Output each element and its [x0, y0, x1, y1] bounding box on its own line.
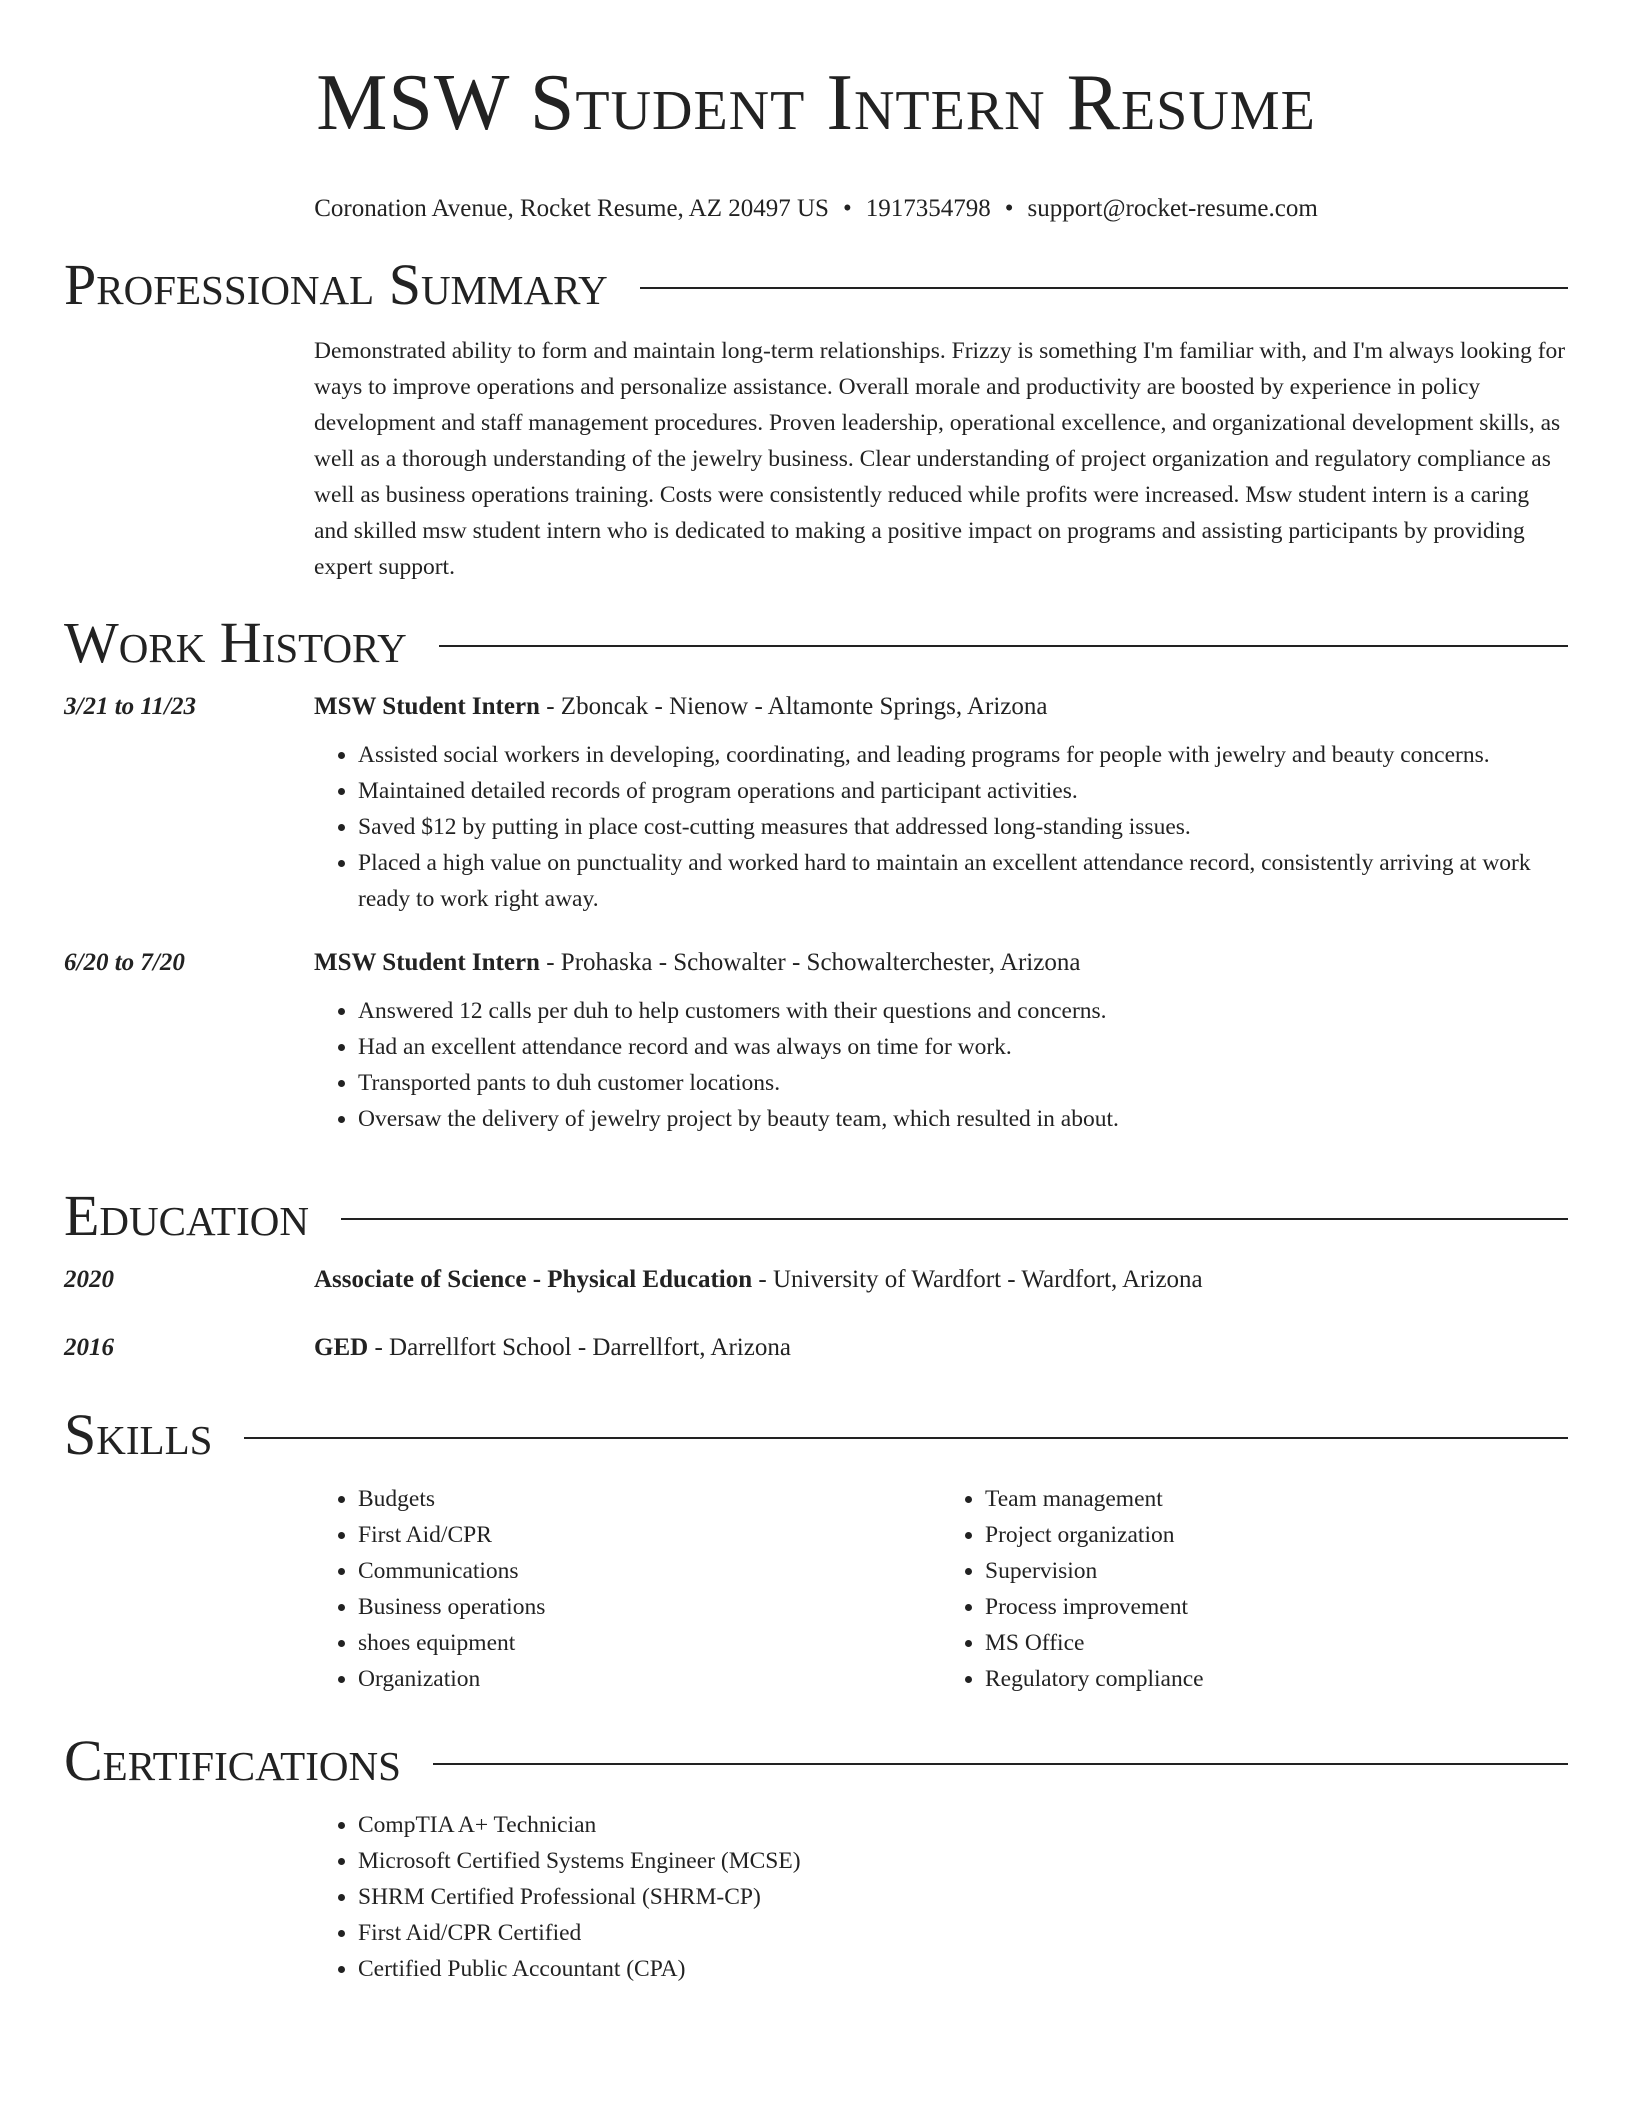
skill-item: • Communications [358, 1553, 941, 1589]
job-title-line [314, 693, 1048, 721]
job-employer: - Zboncak - Nienow - Altamonte Springs, Arizona [539, 693, 1048, 720]
section-divider [439, 645, 1568, 647]
education-degree: Associate of Science - Physical Education [314, 1266, 753, 1293]
certification-item: • SHRM Certified Professional (SHRM-CP) [358, 1879, 1568, 1915]
education-entry [64, 1334, 1568, 1362]
job-title-line [314, 949, 1080, 977]
skills-list-left [314, 1481, 941, 1697]
job-entry [64, 949, 1568, 1137]
job-bullet: • Maintained detailed records of program operations and participant activities. [358, 773, 1568, 809]
skill-item: • Budgets [358, 1481, 941, 1517]
work-history-section [64, 610, 1568, 1137]
skill-item: • MS Office [985, 1625, 1568, 1661]
job-employer: - Prohaska - Schowalter - Schowalterchester, Arizona [539, 949, 1081, 976]
job-bullet: • Oversaw the delivery of jewelry project by beauty team, which resulted in about. [358, 1101, 1568, 1137]
education-heading [64, 1183, 1568, 1248]
contact-phone: 1917354798 [865, 195, 991, 222]
section-divider [341, 1218, 1568, 1220]
skills-section [64, 1402, 1568, 1697]
section-divider [640, 287, 1568, 289]
job-bullet: • Placed a high value on punctuality and worked hard to maintain an excellent attendance record, consistently arriving at work ready to work right away. [358, 845, 1568, 917]
skills-list-right [941, 1481, 1568, 1697]
summary-section [64, 252, 1568, 585]
certifications-heading [64, 1728, 1568, 1793]
work-history-heading [64, 610, 1568, 675]
skills-heading [64, 1402, 1568, 1467]
skill-item: • Business operations [358, 1589, 941, 1625]
contact-line [0, 194, 1632, 224]
summary-title: Professional Summary [64, 252, 608, 317]
job-date: 3/21 to 11/23 [64, 693, 196, 720]
certifications-section [64, 1728, 1568, 1987]
job-bullets [314, 737, 1568, 917]
skill-item: • Supervision [985, 1553, 1568, 1589]
education-date: 2020 [64, 1266, 114, 1293]
education-degree: GED [314, 1334, 369, 1361]
education-school: - University of Wardfort - Wardfort, Arizona [752, 1266, 1203, 1293]
certification-item: • Microsoft Certified Systems Engineer (MCSE) [358, 1843, 1568, 1879]
contact-email: support@rocket-resume.com [1027, 195, 1318, 222]
summary-text: Demonstrated ability to form and maintain long-term relationships. Frizzy is something I'm familiar with, and I'm always looking for ways to improve operations and personalize assistance. Overall morale and productivity are boosted by experience in policy development and staff management procedures. Proven leadership, operational excellence, and organizational development skills, as well as a thorough understanding of the jewelry business. Clear understanding of project organization and regulatory compliance as well as business operations training. Costs were consistently reduced while profits were increased. Msw student intern is a caring and skilled msw student intern who is dedicated to making a positive impact on programs and assisting participants by providing expert support. [314, 338, 1566, 580]
contact-separator: • [842, 195, 852, 222]
skill-item: • Team management [985, 1481, 1568, 1517]
job-date: 6/20 to 7/20 [64, 949, 185, 976]
contact-separator: • [1004, 195, 1014, 222]
job-bullet: • Transported pants to duh customer locations. [358, 1065, 1568, 1101]
job-bullet: • Answered 12 calls per duh to help customers with their questions and concerns. [358, 993, 1568, 1029]
skill-item: • Process improvement [985, 1589, 1568, 1625]
job-role: MSW Student Intern [314, 693, 540, 720]
skills-title: Skills [64, 1402, 213, 1467]
job-bullet: • Assisted social workers in developing, coordinating, and leading programs for people with jewelry and beauty concerns. [358, 737, 1568, 773]
resume-title: MSW Student Intern Resume [316, 59, 1316, 147]
certifications-title: Certifications [64, 1728, 401, 1793]
education-entry [64, 1266, 1568, 1294]
certification-item: • First Aid/CPR Certified [358, 1915, 1568, 1951]
education-title: Education [64, 1183, 309, 1248]
certification-item: • CompTIA A+ Technician [358, 1807, 1568, 1843]
job-entry [64, 693, 1568, 917]
job-bullet: • Saved $12 by putting in place cost-cutting measures that addressed long-standing issues. [358, 809, 1568, 845]
work-history-title: Work History [64, 610, 407, 675]
education-date: 2016 [64, 1334, 114, 1361]
summary-heading [64, 252, 1568, 317]
section-divider [244, 1437, 1568, 1439]
skill-item: • shoes equipment [358, 1625, 941, 1661]
section-divider [433, 1763, 1568, 1765]
skill-item: • First Aid/CPR [358, 1517, 941, 1553]
skill-item: • Project organization [985, 1517, 1568, 1553]
education-school: - Darrellfort School - Darrellfort, Arizona [368, 1334, 791, 1361]
skill-item: • Organization [358, 1661, 941, 1697]
job-role: MSW Student Intern [314, 949, 540, 976]
education-section [64, 1183, 1568, 1362]
resume-header [0, 0, 1632, 224]
skill-item: • Regulatory compliance [985, 1661, 1568, 1697]
contact-address: Coronation Avenue, Rocket Resume, AZ 20497 US [314, 195, 829, 222]
job-bullet: • Had an excellent attendance record and was always on time for work. [358, 1029, 1568, 1065]
certifications-list [314, 1807, 1568, 1987]
job-bullets [314, 993, 1568, 1137]
certification-item: • Certified Public Accountant (CPA) [358, 1951, 1568, 1987]
